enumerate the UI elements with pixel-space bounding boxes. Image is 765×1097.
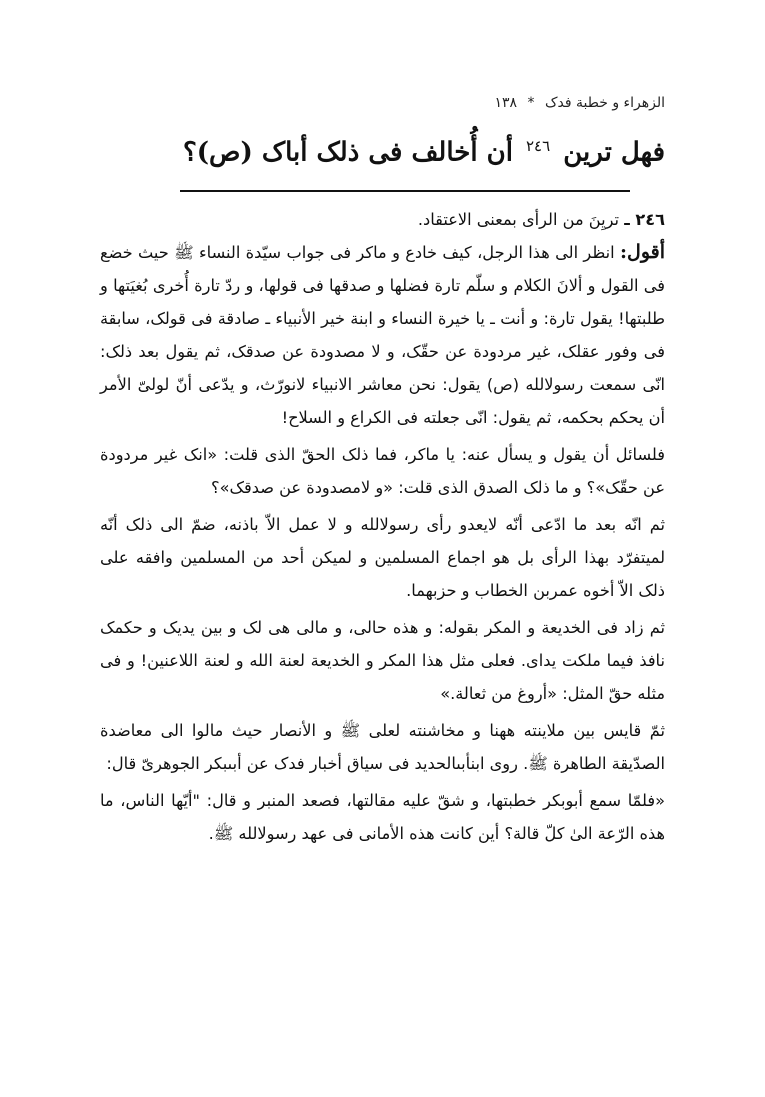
footnote-definition-line: [100, 203, 665, 236]
footnote-paragraph-2: فلسائل أن يقول و يسأل عنه: يا ماكر، فما ذلک الحقّ الذى قلت: «انک غير مردودة عن حقّک»؟ و ما ذلک الصدق الذى قلت: «و لامصدودة عن صدقک»؟: [100, 445, 665, 497]
footnote-paragraph-5: ثمّ قايس بين ملاينته ههنا و مخاشنته لعلى ﷺ و الأنصار حيث مالوا الى معاضدة الصدّيقة الطاهرة ﷺ. روى ابنأبىالحديد فى سياق أخبار فدک عن أبىبكر الجوهرىّ قال:: [100, 721, 665, 773]
book-title: الزهراء و خطبة فدک: [544, 95, 665, 111]
paragraph-lead: أقول:: [620, 241, 666, 263]
footnote-paragraph-6: «فلمّا سمع أبوبكر خطبتها، و شقّ عليه مقالتها، فصعد المنبر و قال: "أيّها الناس، ما هذه الرّعة الىٰ كلّ قالة؟ أين كانت هذه الأمانى فى عهد رسولالله ﷺ.: [100, 791, 665, 843]
footnote-divider: [180, 190, 630, 192]
footnote-marker: ٢٤٦ ـ: [624, 210, 665, 229]
footnote-paragraph-1: [100, 236, 665, 434]
header-separator: *: [527, 95, 535, 111]
paragraph-1-text: انظر الى هذا الرجل، كيف خادع و ماكر فى جواب سيّدة النساء ﷺ حيث خضع فى القول و ألانَ الكلام و سلّم تارة فضلها و صدقها فى قولها، و ردّ تارة أُخرى بُغيَتها و طلبتها! يقول تارة: و أنت ـ يا خيرة النساء و ابنة خير الأنبياء ـ صادقة فى قولک، سابقة فى وفور عقلک، غير مردودة عن حقّک، و لا مصدودة عن صدقک، ثم يقول بعد ذلک: انّى سمعت رسولالله (ص) يقول: نحن معاشر الانبياء لانورّث، و يدّعى أنّ لولىّ الأمر أن يحكم بحكمه، ثم يقول: انّى جعلته فى الكراع و السلاح!: [100, 243, 665, 427]
page-number: ١٣٨: [494, 95, 518, 111]
footnote-paragraph-4: ثم زاد فى الخديعة و المكر بقوله: و هذه حالى، و مالى هى لک و بين يديک و حكمک نافذ فيما ملكت يداى. فعلى مثل هذا المكر و الخديعة لعنة الله و لعنة اللاعنين! و فى مثله حقّ المثل: «أروغ من ثعالة.»: [100, 618, 665, 703]
main-text-after: أن أُخالف فى ذلک أباک (ص)؟: [182, 137, 513, 168]
footnote-paragraph-3: ثم انّه بعد ما ادّعى أنّه لايعدو رأى رسولالله و لا عمل الاّ باذنه، ضمّ الى ذلک أنّه لميتفرّد بهذا الرأى بل هو اجماع المسلمين و لميكن أحد من المسلمين وافقه على ذلک الاّ أخوه عمربن الخطاب و حزبهما.: [100, 515, 665, 600]
footnote-reference: ٢٤٦: [526, 137, 551, 155]
main-text-before: فهل ترين: [563, 137, 665, 168]
main-text: [105, 128, 665, 171]
running-header: [495, 95, 665, 111]
footnote-block: [100, 203, 665, 850]
footnote-definition: تريِنَ من الرأى بمعنى الاعتقاد.: [417, 210, 620, 229]
